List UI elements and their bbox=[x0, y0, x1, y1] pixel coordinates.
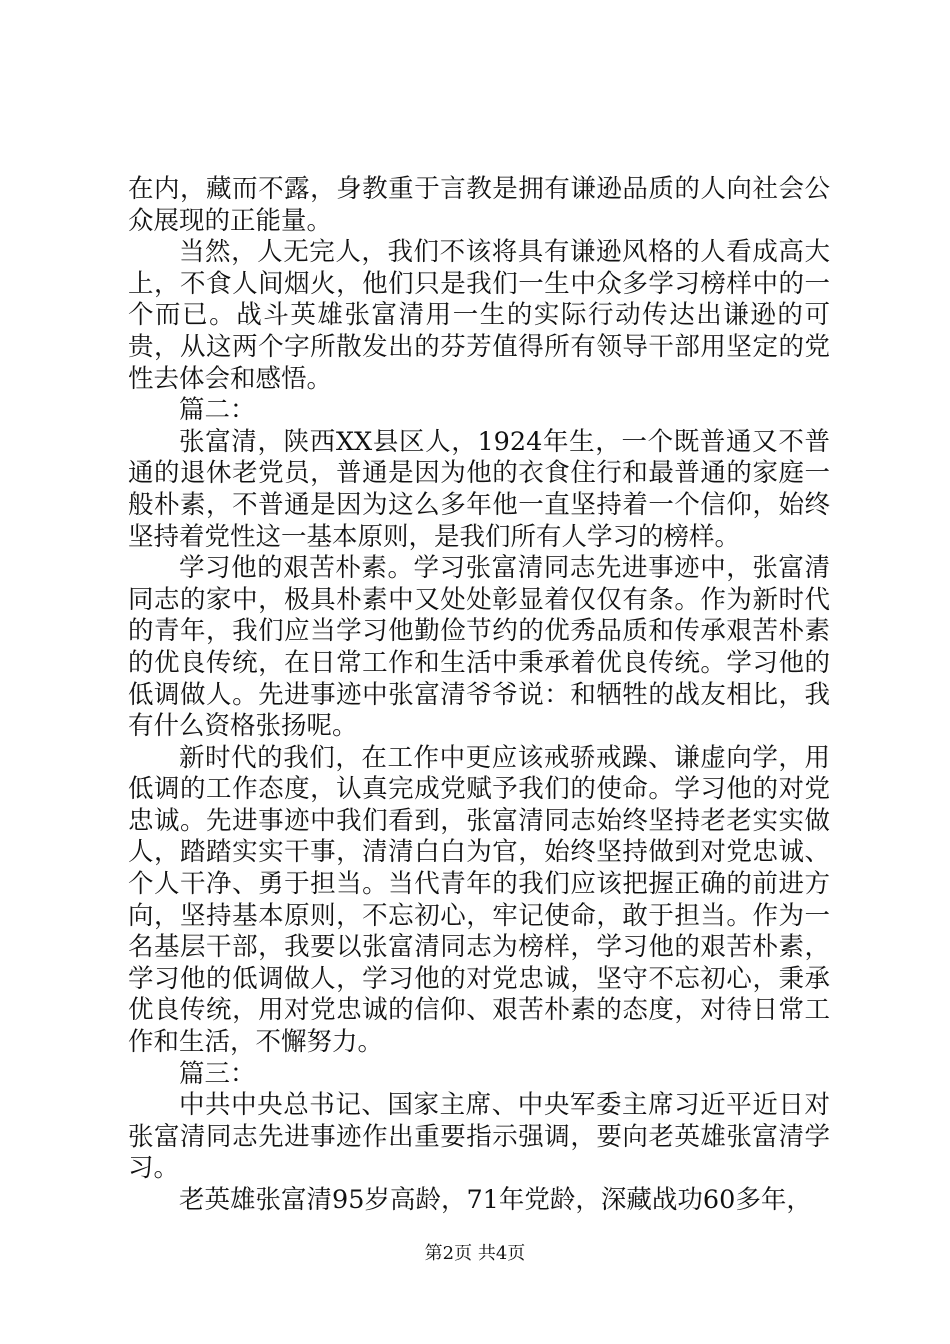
paragraph-4: 学习他的艰苦朴素。学习张富清同志先进事迹中，张富清同志的家中，极具朴素中又处处彰显着仅仅有条。作为新时代的青年，我们应当学习他勤俭节约的优秀品质和传承艰苦朴素的优良传统，在日常工作和生活中秉承着优良传统。学习他的低调做人。先进事迹中张富清爷爷说：和牺牲的战友相比，我有什么资格张扬呢。 bbox=[128, 553, 830, 742]
paragraph-5: 新时代的我们，在工作中更应该戒骄戒躁、谦虚向学，用低调的工作态度，认真完成党赋予我们的使命。学习他的对党忠诚。先进事迹中我们看到，张富清同志始终坚持老老实实做人，踏踏实实干事，清清白白为官，始终坚持做到对党忠诚、个人干净、勇于担当。当代青年的我们应该把握正确的前进方向，坚持基本原则，不忘初心，牢记使命，敢于担当。作为一名基层干部，我要以张富清同志为榜样，学习他的艰苦朴素，学习他的低调做人，学习他的对党忠诚，坚守不忘初心，秉承优良传统，用对党忠诚的信仰、艰苦朴素的态度，对待日常工作和生活，不懈努力。 bbox=[128, 742, 830, 1058]
document-body bbox=[128, 174, 830, 1217]
section-heading-3: 篇三： bbox=[179, 1058, 256, 1089]
paragraph-1: 在内，藏而不露，身教重于言教是拥有谦逊品质的人向社会公众展现的正能量。 bbox=[128, 174, 830, 236]
section-heading-2: 篇二： bbox=[179, 395, 256, 426]
page-footer: 第2页 共4页 bbox=[424, 1243, 526, 1264]
paragraph-6: 中共中央总书记、国家主席、中央军委主席习近平近日对张富清同志先进事迹作出重要指示强调，要向老英雄张富清学习。 bbox=[128, 1090, 830, 1184]
paragraph-3: 张富清，陕西XX县区人，1924年生，一个既普通又不普通的退休老党员，普通是因为他的衣食住行和最普通的家庭一般朴素，不普通是因为这么多年他一直坚持着一个信仰，始终坚持着党性这一基本原则，是我们所有人学习的榜样。 bbox=[128, 426, 830, 552]
paragraph-7: 老英雄张富清95岁高龄，71年党龄，深藏战功60多年， bbox=[179, 1185, 812, 1215]
paragraph-2: 当然，人无完人，我们不该将具有谦逊风格的人看成高大上，不食人间烟火，他们只是我们一生中众多学习榜样中的一个而已。战斗英雄张富清用一生的实际行动传达出谦逊的可贵，从这两个字所散发出的芬芳值得所有领导干部用坚定的党性去体会和感悟。 bbox=[128, 237, 830, 394]
